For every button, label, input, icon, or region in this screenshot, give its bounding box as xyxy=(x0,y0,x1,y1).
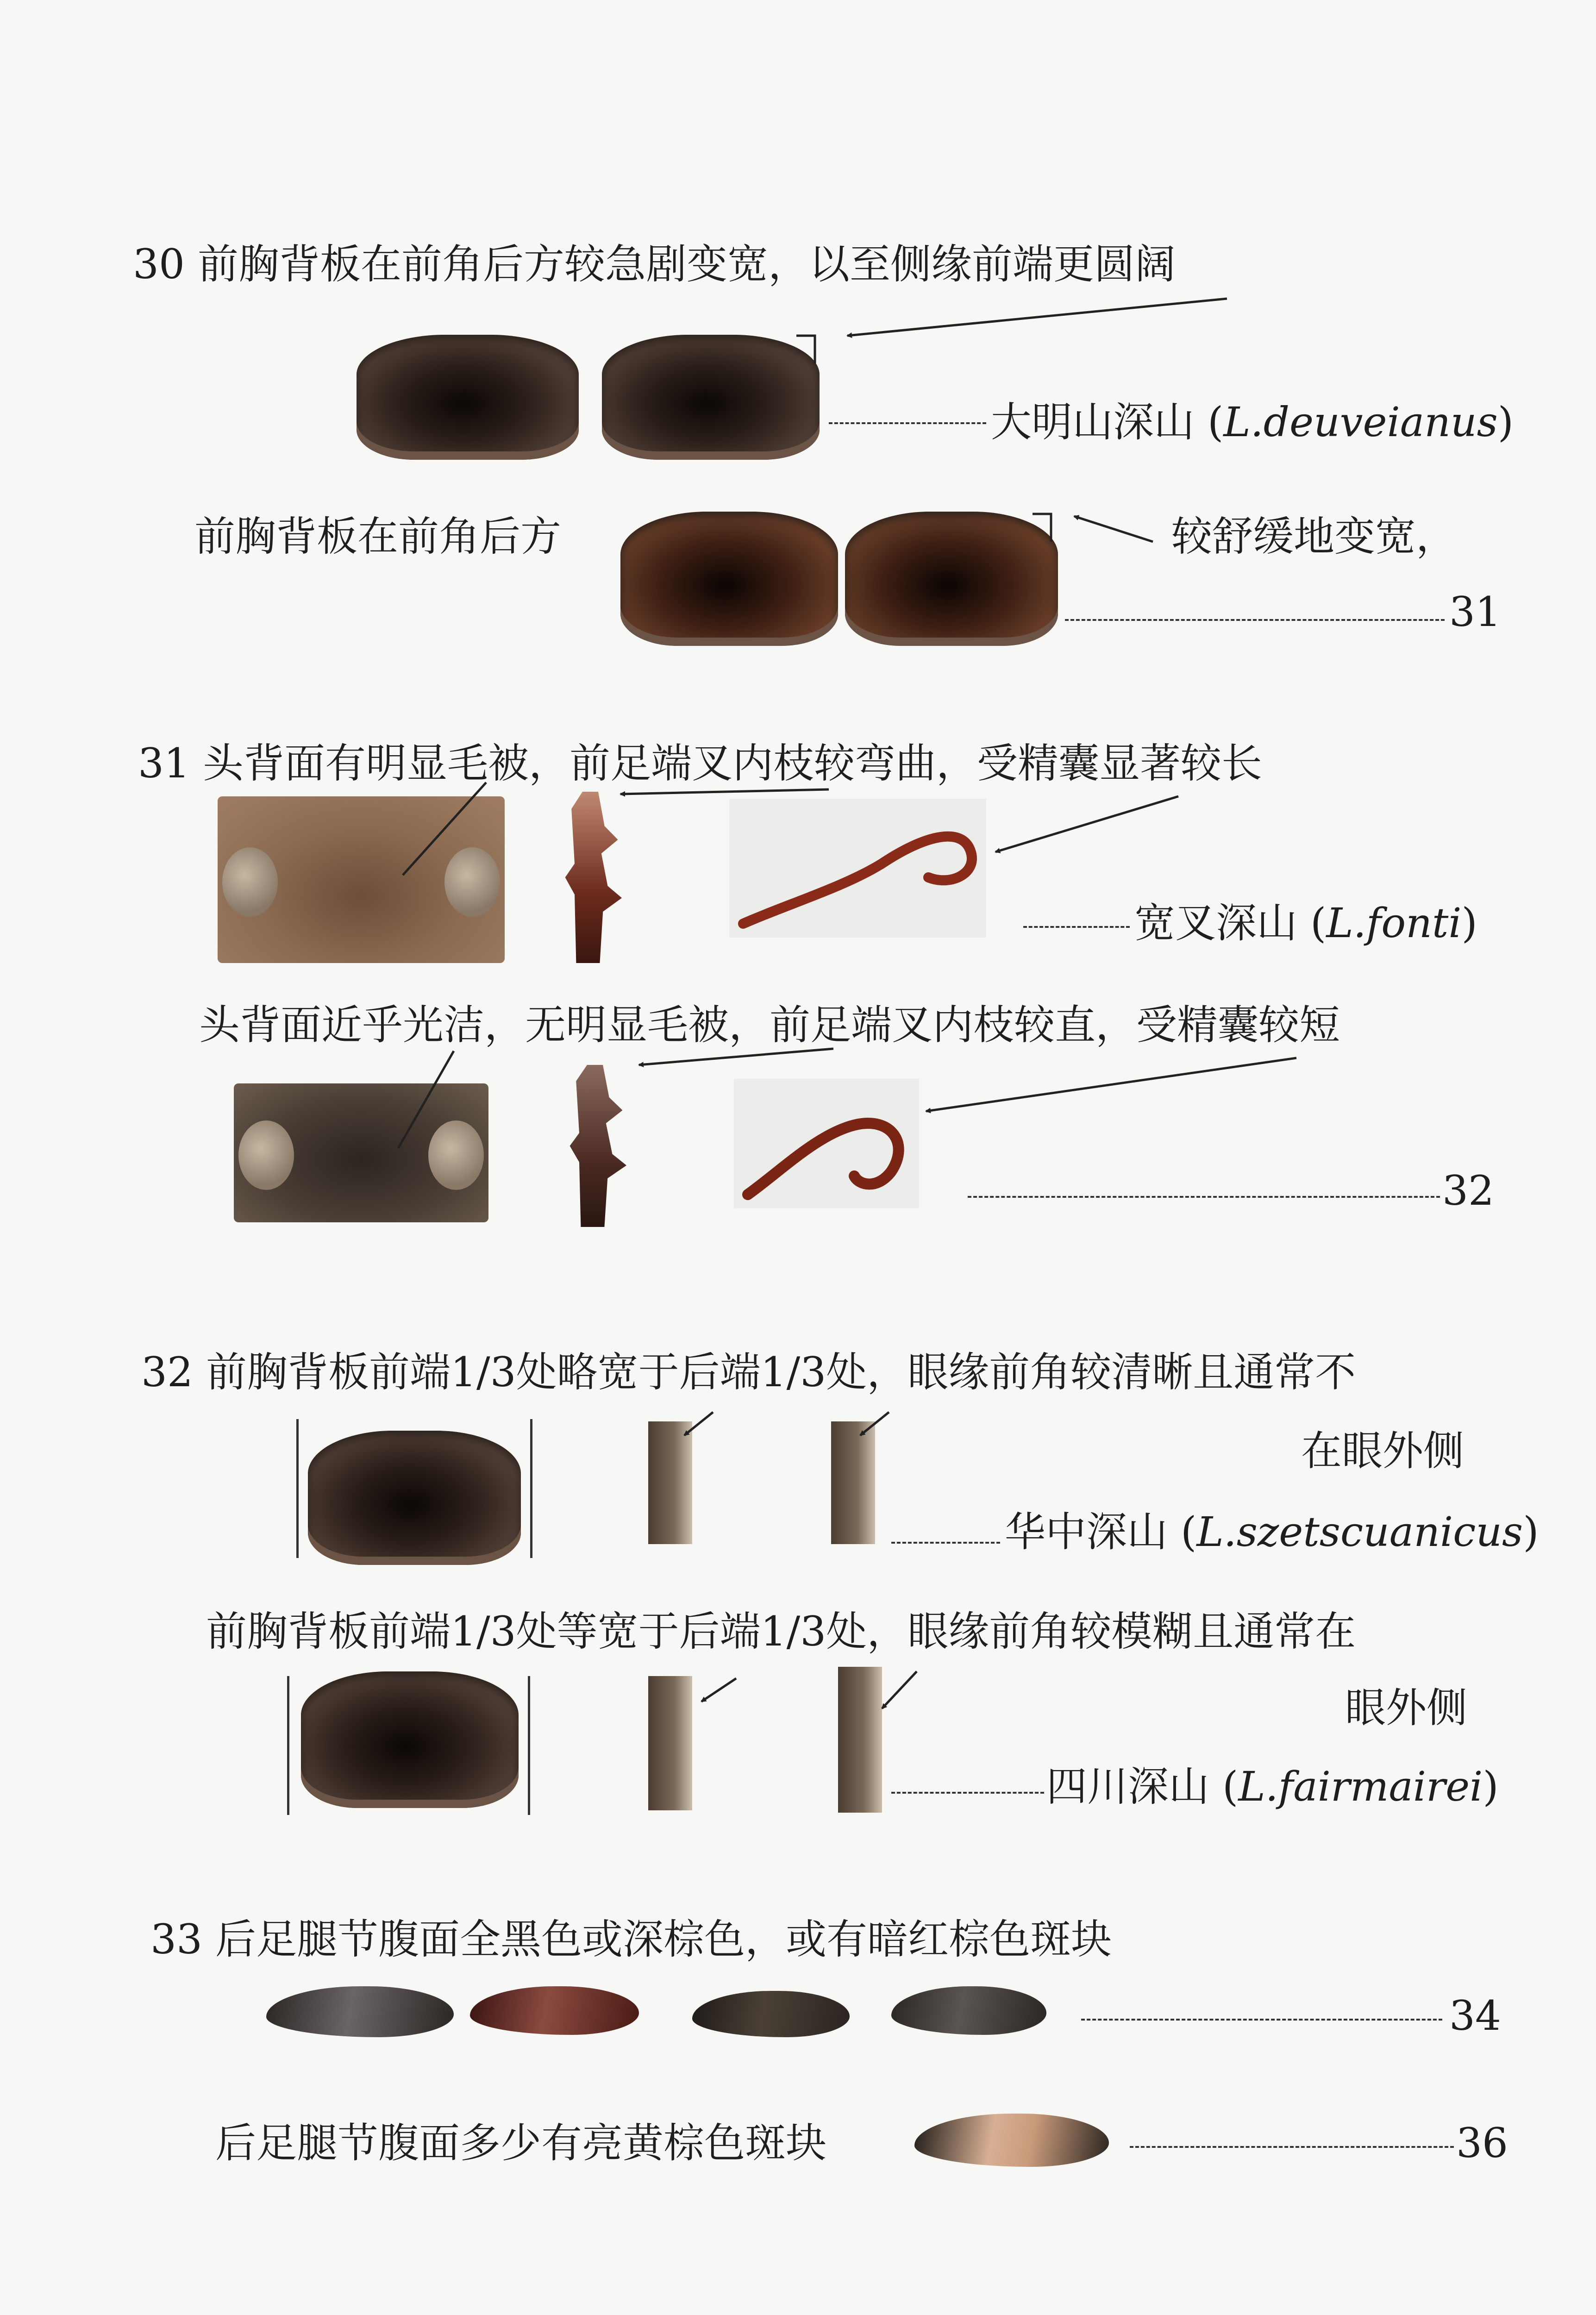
species-common-name: 华中深山 ( xyxy=(1005,1508,1197,1556)
paren-close: ) xyxy=(1497,398,1514,446)
species-scientific-name: L.fairmairei xyxy=(1238,1763,1483,1810)
species-common-name: 宽叉深山 ( xyxy=(1134,899,1327,947)
couplet-31-alt-lead: 头背面近乎光洁，无明显毛被，前足端叉内枝较直，受精囊较短 xyxy=(199,1001,1340,1049)
couplet-32-lead-cont: 在眼外侧 xyxy=(1301,1427,1465,1475)
paren-close: ) xyxy=(1461,899,1477,947)
couplet-31-lead: 31 头背面有明显毛被，前足端叉内枝较弯曲，受精囊显著较长 xyxy=(138,739,1262,787)
couplet-32-alt-lead-cont: 眼外侧 xyxy=(1345,1684,1468,1732)
species-common-name: 大明山深山 ( xyxy=(991,398,1224,446)
couplet-30-lead: 30 前胸背板在前角后方较急剧变宽，以至侧缘前端更圆阔 xyxy=(133,240,1176,288)
couplet-30-alt-lead: 前胸背板在前角后方 xyxy=(194,513,562,560)
species-scientific-name: L.fonti xyxy=(1326,899,1462,947)
goto-couplet: 31 xyxy=(1449,588,1501,636)
species-scientific-name: L.szetscuanicus xyxy=(1196,1508,1523,1556)
couplet-30-alt-tail: 较舒缓地变宽， xyxy=(1171,513,1457,560)
couplet-33-lead: 33 后足腿节腹面全黑色或深棕色，或有暗红棕色斑块 xyxy=(150,1915,1112,1963)
couplet-33-alt-lead: 后足腿节腹面多少有亮黄棕色斑块 xyxy=(215,2119,827,2167)
goto-couplet: 34 xyxy=(1449,1992,1501,2040)
couplet-32-lead: 32 前胸背板前端1/3处略宽于后端1/3处，眼缘前角较清晰且通常不 xyxy=(141,1348,1356,1396)
couplet-32-alt-lead: 前胸背板前端1/3处等宽于后端1/3处，眼缘前角较模糊且通常在 xyxy=(206,1608,1356,1655)
species-scientific-name: L.deuveianus xyxy=(1223,398,1498,446)
goto-couplet: 32 xyxy=(1442,1167,1494,1214)
species-common-name: 四川深山 ( xyxy=(1046,1763,1239,1810)
paren-close: ) xyxy=(1483,1763,1499,1810)
paren-close: ) xyxy=(1523,1508,1539,1556)
goto-couplet: 36 xyxy=(1456,2119,1508,2167)
